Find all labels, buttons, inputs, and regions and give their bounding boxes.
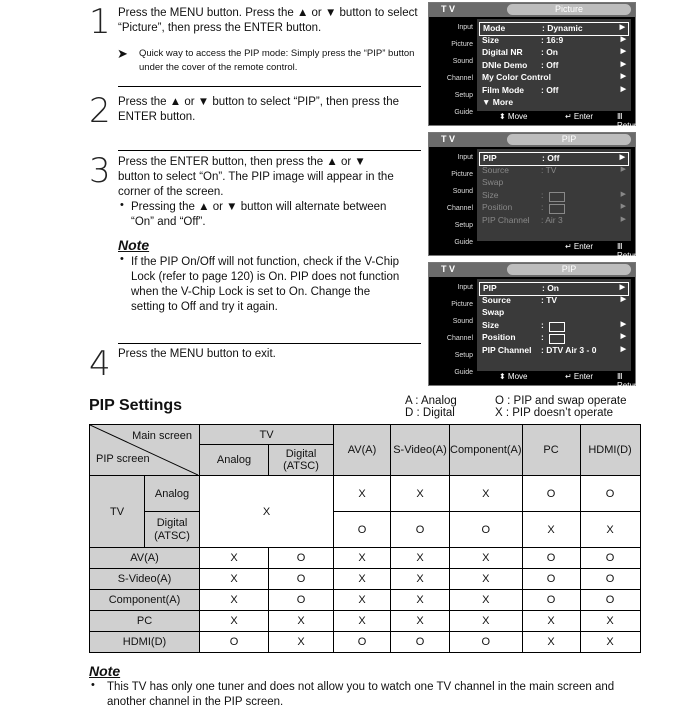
osd-row-label: Position: [482, 332, 516, 342]
osd-sidebar-sound: Sound: [452, 188, 473, 195]
table-cell: O: [391, 512, 450, 548]
osd-footer: [477, 372, 642, 390]
pip-size-icon: [549, 322, 565, 332]
table-cell: X: [334, 548, 391, 569]
osd-footer: [477, 242, 642, 260]
table-cell: O: [269, 590, 334, 611]
osd-sidebar-sound: Sound: [452, 58, 473, 65]
osd-sidebar-setup: Setup: [454, 222, 473, 229]
osd-row-label: Source: [482, 294, 511, 305]
col-header-av: AV(A): [334, 425, 391, 476]
table-cell: O: [269, 548, 334, 569]
osd-sidebar-picture: Picture: [451, 301, 473, 308]
osd-sidebar: [431, 19, 475, 121]
osd-menu-row[interactable]: [479, 345, 629, 357]
chevron-right-icon: ▶: [619, 24, 625, 31]
osd-row-value: : Off: [541, 84, 559, 95]
table-cell: O: [580, 476, 640, 512]
chevron-right-icon: ▶: [620, 333, 626, 340]
bullet-dot: •: [120, 253, 124, 265]
osd-row-label: ▼ More: [482, 97, 514, 107]
osd-sidebar-guide: Guide: [454, 109, 473, 116]
osd-pip-off-menu: [428, 132, 642, 260]
osd-sidebar-channel: Channel: [446, 75, 473, 82]
row-header: HDMI(D): [90, 632, 200, 653]
table-cell: X: [450, 548, 523, 569]
osd-row-value: : Air 3: [541, 214, 563, 225]
table-cell: X: [334, 569, 391, 590]
table-cell: O: [450, 632, 523, 653]
osd-row-value: :: [541, 189, 544, 200]
osd-return-hint: Ⅲ Return: [617, 242, 642, 260]
table-cell: X: [334, 611, 391, 632]
pip-size-icon: [549, 204, 565, 214]
chevron-right-icon: ▶: [620, 48, 626, 55]
osd-row-label: Swap: [482, 177, 504, 187]
col-header-hdmi: HDMI(D): [580, 425, 640, 476]
table-cell: X: [522, 632, 580, 653]
osd-row-label: My Color Control: [482, 72, 551, 82]
osd-enter-hint: ↵ Enter: [565, 372, 594, 381]
osd-menu-row[interactable]: [479, 72, 629, 84]
legend-not-operate: X : PIP doesn’t operate: [495, 407, 614, 419]
table-cell: X: [269, 632, 334, 653]
osd-sidebar-input: Input: [457, 24, 473, 31]
step-1-text: Press the MENU button. Press the ▲ or ▼ button to select “Picture”, then press the ENTER button.: [118, 7, 418, 34]
osd-sidebar: [431, 149, 475, 251]
chevron-right-icon: ▶: [620, 85, 626, 93]
chevron-right-icon: ▶: [620, 73, 626, 80]
col-header-tv-analog: Analog: [200, 445, 269, 476]
footer-note-text: This TV has only one tuner and does not allow you to watch one TV channel in the main screen and another channel in the PIP screen.: [107, 681, 615, 708]
main-screen-label: Main screen: [132, 430, 192, 442]
table-cell: X: [391, 611, 450, 632]
row-header-tv-analog: Analog: [145, 476, 200, 512]
osd-enter-hint: ↵ Enter: [565, 112, 594, 121]
osd-row-value: : TV: [541, 164, 557, 175]
bullet-dot: •: [120, 199, 124, 211]
step-3-number: 3: [89, 151, 111, 191]
row-header: Component(A): [90, 590, 200, 611]
footer-note-title: Note: [89, 663, 121, 679]
osd-footer: [477, 112, 642, 130]
table-cell: X: [391, 569, 450, 590]
osd-sidebar-setup: Setup: [454, 92, 473, 99]
table-cell: X: [200, 590, 269, 611]
osd-row-value: : TV: [541, 294, 558, 305]
osd-move-hint: ⬍ Move: [499, 372, 528, 381]
osd-row-value: : On: [542, 283, 559, 293]
pip-size-icon: [549, 334, 565, 344]
step-3-bullet: Pressing the ▲ or ▼ button will alternate between “On” and “Off”.: [131, 201, 387, 228]
osd-row-label: PIP: [483, 283, 497, 293]
table-cell: X: [200, 611, 269, 632]
step-3-note: If the PIP On/Off will not function, check if the V-Chip Lock (refer to page 120) is On. PIP does not function when the V-Chip Lock is set to On. Change the setting to Off and try it again.: [131, 256, 400, 313]
table-cell: X: [391, 590, 450, 611]
table-cell: X: [391, 548, 450, 569]
osd-row-label: Position: [482, 202, 513, 212]
osd-menu-row[interactable]: [479, 190, 629, 202]
step-4-number: 4: [89, 344, 111, 384]
osd-picture-menu: [428, 2, 642, 130]
table-cell: X: [522, 611, 580, 632]
osd-title: PIP: [507, 264, 631, 275]
divider: [118, 150, 421, 151]
col-header-tv: TV: [200, 425, 334, 445]
chevron-right-icon: ▶: [620, 345, 626, 353]
table-cell: O: [522, 590, 580, 611]
step-1-tip: Quick way to access the PIP mode: Simply press the “PIP” button under the cover of the remote control.: [139, 48, 415, 73]
osd-row-value: :: [541, 202, 544, 212]
table-cell: X: [450, 611, 523, 632]
osd-row-value: : Off: [541, 59, 559, 70]
osd-pip-on-menu: [428, 262, 642, 390]
osd-tv-label: T V: [441, 264, 456, 274]
table-cell: X: [580, 632, 640, 653]
osd-row-value: : On: [541, 47, 558, 57]
table-cell: X: [334, 590, 391, 611]
osd-sidebar-channel: Channel: [446, 335, 473, 342]
osd-enter-hint: ↵ Enter: [565, 242, 594, 251]
osd-sidebar-sound: Sound: [452, 318, 473, 325]
osd-move-hint: ⬍ Move: [499, 112, 528, 121]
osd-tv-label: T V: [441, 134, 456, 144]
table-cell: X: [450, 569, 523, 590]
row-header-tv-digital: Digital (ATSC): [145, 512, 200, 548]
tv-tv-cell: X: [200, 476, 334, 548]
osd-row-label: Digital NR: [482, 47, 523, 57]
osd-row-label: Swap: [482, 307, 505, 317]
osd-row-value: : 16:9: [541, 34, 564, 45]
osd-header: [429, 263, 635, 277]
table-cell: X: [450, 476, 523, 512]
table-cell: X: [269, 611, 334, 632]
table-cell: X: [522, 512, 580, 548]
table-row: [90, 611, 641, 632]
osd-row-value: : Dynamic: [542, 23, 583, 33]
table-cell: X: [334, 476, 391, 512]
col-header-tv-digital: Digital (ATSC): [269, 445, 334, 476]
osd-row-value: : DTV Air 3 - 0: [541, 344, 597, 355]
table-cell: O: [334, 632, 391, 653]
osd-sidebar-input: Input: [457, 154, 473, 161]
step-3-text: Press the ENTER button, then press the ▲ or ▼ button to select “On”. The PIP image will appear in the corner of the screen.: [118, 156, 394, 198]
row-header: S-Video(A): [90, 569, 200, 590]
osd-row-label: Size: [482, 319, 500, 330]
osd-title: Picture: [507, 4, 631, 15]
osd-sidebar-guide: Guide: [454, 239, 473, 246]
step-2-number: 2: [89, 91, 111, 131]
osd-menu-row[interactable]: [479, 97, 629, 109]
row-header-tv: TV: [90, 476, 145, 548]
step-1-number: 1: [89, 2, 111, 42]
divider: [118, 86, 421, 87]
row-header: PC: [90, 611, 200, 632]
pip-screen-label: PIP screen: [96, 453, 150, 465]
step-2-text: Press the ▲ or ▼ button to select “PIP”, then press the ENTER button.: [118, 96, 400, 123]
osd-row-label: Size: [482, 189, 499, 200]
osd-menu-row[interactable]: [479, 320, 629, 332]
chevron-right-icon: ▶: [620, 320, 626, 328]
osd-sidebar: [431, 279, 475, 381]
step-4-text: Press the MENU button to exit.: [118, 348, 276, 360]
chevron-right-icon: ▶: [620, 295, 626, 303]
osd-row-label: PIP Channel: [482, 214, 530, 225]
legend-operate: O : PIP and swap operate: [495, 395, 627, 407]
osd-menu-row[interactable]: [479, 177, 629, 189]
osd-panel: [477, 279, 631, 371]
step-3-note-title: Note: [118, 237, 150, 253]
pip-settings-table: [89, 424, 641, 653]
table-cell: O: [334, 512, 391, 548]
chevron-right-icon: ▶: [620, 35, 626, 43]
table-cell: O: [269, 569, 334, 590]
osd-row-label: PIP Channel: [482, 344, 532, 355]
osd-menu-row[interactable]: [479, 307, 629, 319]
table-row: [90, 548, 641, 569]
table-row: [90, 590, 641, 611]
divider: [118, 343, 421, 344]
osd-menu-row[interactable]: [479, 47, 629, 59]
chevron-right-icon: ▶: [619, 284, 625, 291]
col-header-component: Component(A): [450, 425, 523, 476]
osd-sidebar-setup: Setup: [454, 352, 473, 359]
osd-row-value: :: [541, 332, 544, 342]
osd-sidebar-input: Input: [457, 284, 473, 291]
chevron-right-icon: ▶: [620, 203, 626, 210]
osd-sidebar-picture: Picture: [451, 41, 473, 48]
osd-header: [429, 3, 635, 17]
osd-row-value: :: [541, 319, 544, 330]
col-header-pc: PC: [522, 425, 580, 476]
chevron-right-icon: ▶: [620, 215, 626, 223]
osd-row-label: Source: [482, 164, 509, 175]
table-cell: O: [450, 512, 523, 548]
osd-menu-row[interactable]: [479, 332, 629, 344]
osd-header: [429, 133, 635, 147]
table-corner-cell: [90, 425, 200, 476]
osd-row-label: Mode: [483, 23, 506, 33]
table-cell: O: [522, 548, 580, 569]
osd-row-label: DNIe Demo: [482, 59, 528, 70]
table-cell: O: [522, 476, 580, 512]
osd-row-value: : Off: [542, 153, 560, 163]
pip-size-icon: [549, 192, 565, 202]
table-cell: O: [522, 569, 580, 590]
osd-row-label: PIP: [483, 153, 497, 163]
table-cell: X: [580, 512, 640, 548]
chevron-right-icon: ▶: [620, 190, 626, 198]
table-row: [90, 569, 641, 590]
osd-menu-row[interactable]: [479, 295, 629, 307]
osd-return-hint: Ⅲ Return: [617, 112, 642, 130]
chevron-right-icon: ▶: [620, 60, 626, 68]
table-cell: O: [580, 569, 640, 590]
osd-sidebar-picture: Picture: [451, 171, 473, 178]
table-cell: O: [580, 548, 640, 569]
osd-title: PIP: [507, 134, 631, 145]
chevron-right-icon: ▶: [619, 154, 625, 161]
bullet-dot: •: [91, 679, 95, 691]
legend-digital: D : Digital: [405, 407, 455, 419]
osd-row-label: Film Mode: [482, 84, 525, 95]
table-cell: X: [200, 548, 269, 569]
settings-title: PIP Settings: [89, 397, 183, 414]
osd-sidebar-channel: Channel: [446, 205, 473, 212]
chevron-right-icon: ▶: [620, 165, 626, 173]
table-cell: O: [200, 632, 269, 653]
osd-return-hint: Ⅲ Return: [617, 372, 642, 390]
row-header: AV(A): [90, 548, 200, 569]
osd-menu-row[interactable]: [479, 35, 629, 47]
arrow-bullet-icon: ➤: [117, 46, 128, 61]
table-row: [90, 632, 641, 653]
osd-tv-label: T V: [441, 4, 456, 14]
table-cell: X: [391, 476, 450, 512]
osd-menu-row[interactable]: [479, 202, 629, 214]
col-header-svideo: S-Video(A): [391, 425, 450, 476]
osd-menu-row[interactable]: [479, 60, 629, 72]
osd-panel: [477, 19, 631, 111]
osd-sidebar-guide: Guide: [454, 369, 473, 376]
legend-analog: A : Analog: [405, 395, 457, 407]
table-cell: X: [450, 590, 523, 611]
osd-menu-row[interactable]: [479, 85, 629, 97]
osd-menu-row[interactable]: [479, 165, 629, 177]
osd-panel: [477, 149, 631, 241]
table-cell: X: [580, 611, 640, 632]
table-cell: X: [200, 569, 269, 590]
table-cell: O: [580, 590, 640, 611]
osd-menu-row[interactable]: [479, 215, 629, 227]
osd-row-label: Size: [482, 34, 500, 45]
table-cell: O: [391, 632, 450, 653]
